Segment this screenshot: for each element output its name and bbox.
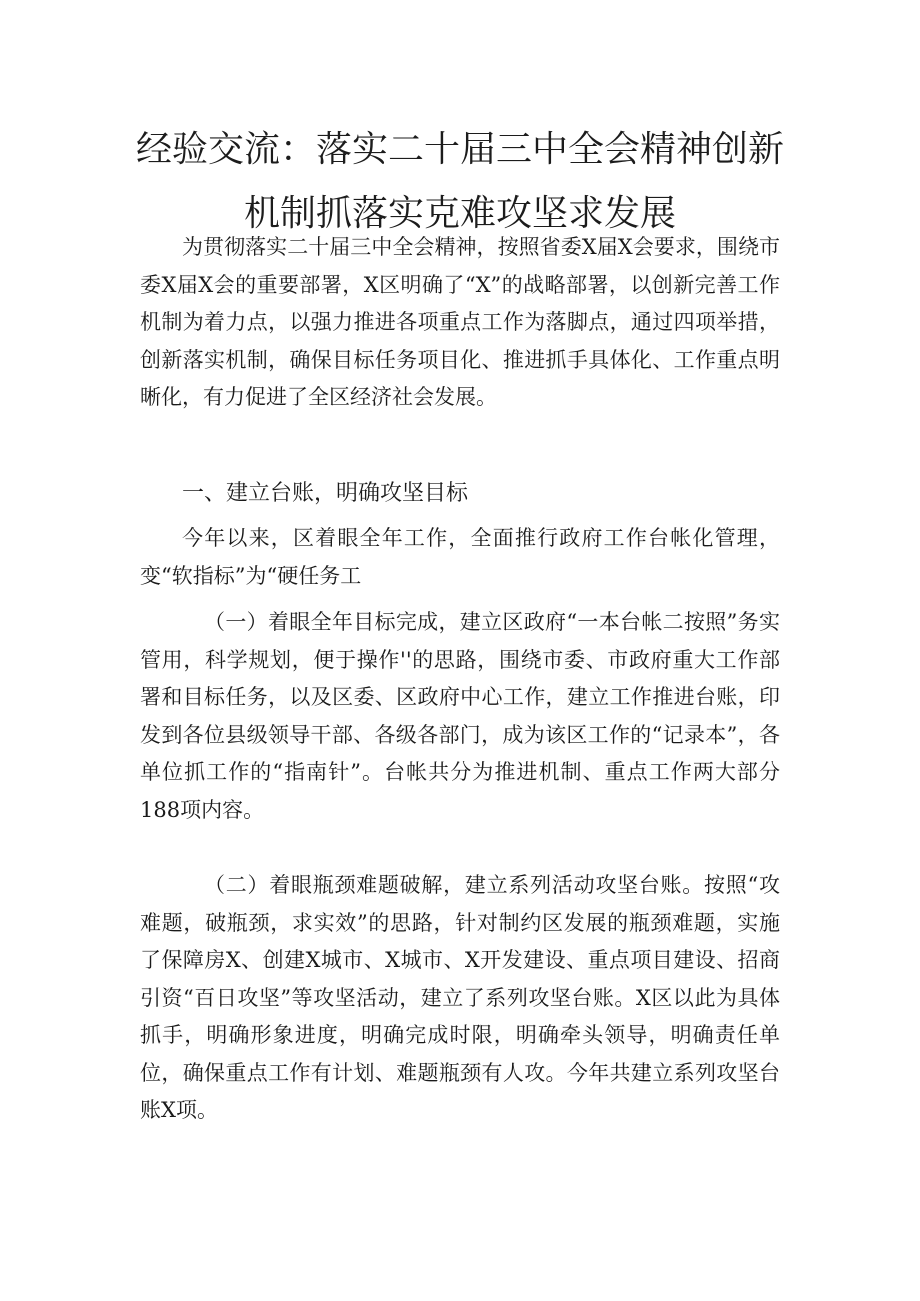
- section-1-item-2-paragraph: （二）着眼瓶颈难题破解，建立系列活动攻坚台账。按照“攻难题，破瓶颈，求实效”的思路，针对制约区发展的瓶颈难题，实施了保障房X、创建X城市、X城市、X开发建设、重点项目建设、招商引资“百日攻坚”等攻坚活动，建立了系列攻坚台账。X区以此为具体抓手，明确形象进度，明确完成时限，明确牵头领导，明确责任单位，确保重点工作有计划、难题瓶颈有人攻。今年共建立系列攻坚台账X项。: [140, 873, 780, 1122]
- document-title-line-1: 经验交流：落实二十届三中全会精神创新: [135, 129, 784, 170]
- section-1-heading: 一、建立台账，明确攻坚目标: [182, 481, 469, 506]
- section-1-intro-paragraph: 今年以来，区着眼全年工作，全面推行政府工作台帐化管理，变“软指标”为“硬任务工: [140, 526, 780, 588]
- document-title-line-2: 机制抓落实克难攻坚求发展: [243, 193, 676, 234]
- section-1-item-1-paragraph: （一）着眼全年目标完成，建立区政府“一本台帐二按照”务实管用，科学规划，便于操作''的思路，围绕市委、市政府重大工作部署和目标任务，以及区委、区政府中心工作，建立工作推进台账，印发到各位县级领导干部、各级各部门，成为该区工作的“记录本”，各单位抓工作的“指南针”。台帐共分为推进机制、重点工作两大部分188项内容。: [140, 610, 780, 822]
- intro-paragraph: 为贯彻落实二十届三中全会精神，按照省委X届X会要求，围绕市委X届X会的重要部署，X区明确了“X”的战略部署，以创新完善工作机制为着力点，以强力推进各项重点工作为落脚点，通过四项举措，创新落实机制，确保目标任务项目化、推进抓手具体化、工作重点明晰化，有力促进了全区经济社会发展。: [140, 235, 780, 409]
